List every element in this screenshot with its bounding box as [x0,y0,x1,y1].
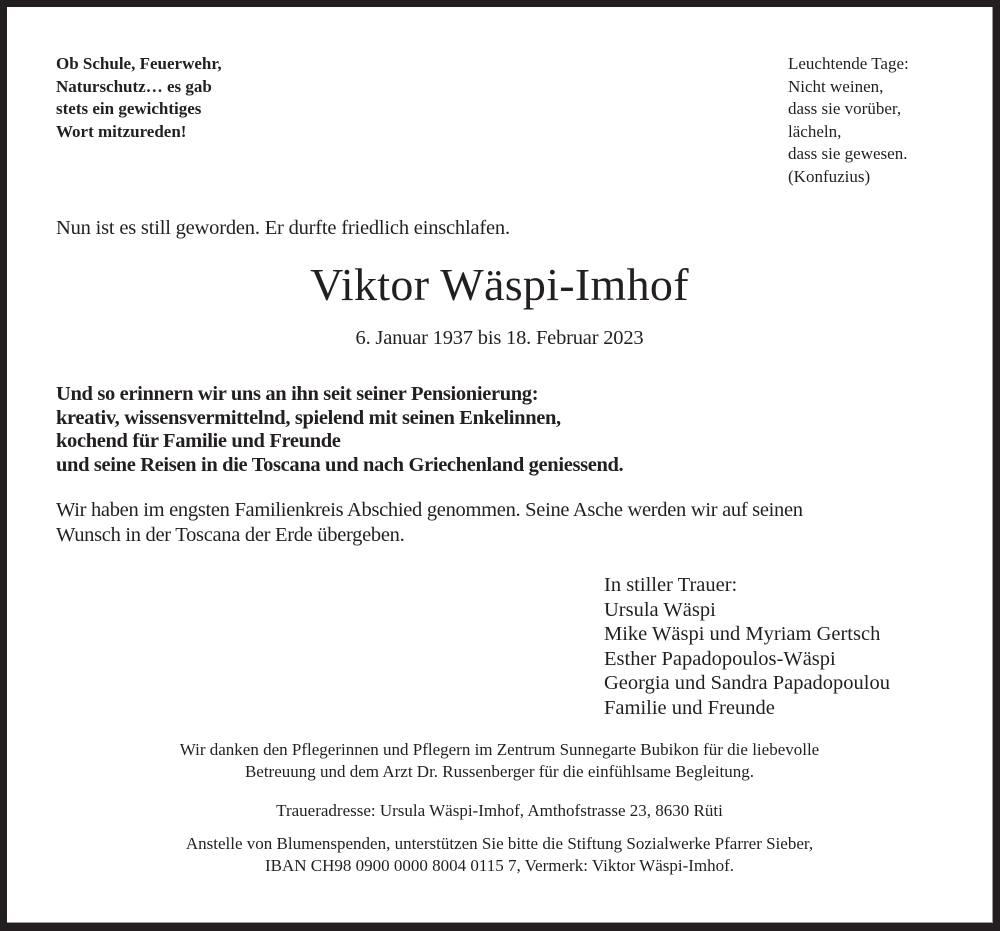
deceased-name: Viktor Wäspi-Imhof [310,259,689,310]
mourning-address: Traueradresse: Ursula Wäspi-Imhof, Amthofstrasse 23, 8630 Rüti [276,801,723,820]
quote-line: lächeln, [788,121,842,141]
thanks-paragraph [7,739,992,782]
farewell-paragraph [56,498,803,548]
memory-paragraph [56,383,623,477]
motto-left [56,53,222,143]
obituary-notice [7,7,993,923]
farewell-line: Wir haben im engsten Familienkreis Abschied genommen. Seine Asche werden wir auf seinen [56,499,803,521]
memory-line: kochend für Familie und Freunde [56,430,341,452]
quote-line: dass sie gewesen. [788,144,908,163]
motto-right-quote [788,53,909,188]
mourner-name: Familie und Freunde [604,696,775,719]
mourners-heading: In stiller Trauer: [604,574,738,596]
quote-line: Nicht weinen, [788,76,884,96]
life-dates: 6. Januar 1937 bis 18. Februar 2023 [355,327,644,349]
donation-line: Anstelle von Blumenspenden, unterstützen Sie bitte die Stiftung Sozialwerke Pfarrer Sieber, [185,834,814,853]
memory-line: und seine Reisen in die Toscana und nach Griechenland geniessend. [56,453,624,476]
thanks-line: Wir danken den Pflegerinnen und Pflegern im Zentrum Sunnegarte Bubikon für die liebevolle [179,740,820,759]
mourner-name: Ursula Wäspi [604,598,716,621]
donation-line: IBAN CH98 0900 0000 8004 0115 7, Vermerk: Viktor Wäspi-Imhof. [264,855,735,875]
quote-attribution: (Konfuzius) [788,166,871,186]
mourner-name: Esther Papadopoulos-Wäspi [604,647,836,670]
mourners-list [604,573,890,720]
mourner-name: Georgia und Sandra Papadopoulou [604,672,890,694]
mourner-name: Mike Wäspi und Myriam Gertsch [604,623,881,645]
motto-left-line: Wort mitzureden! [56,121,187,141]
farewell-line: Wunsch in der Toscana der Erde übergeben. [56,524,405,546]
quote-line: Leuchtende Tage: [788,54,909,73]
motto-left-line: stets ein gewichtiges [56,99,202,118]
motto-left-line: Naturschutz… es gab [56,76,212,96]
memory-line: Und so erinnern wir uns an ihn seit seiner Pensionierung: [56,383,539,405]
donation-note [7,833,992,876]
quote-line: dass sie vorüber, [788,99,902,118]
thanks-line: Betreuung und dem Arzt Dr. Russenberger für die einfühlsame Begleitung. [244,761,755,781]
motto-left-line: Ob Schule, Feuerwehr, [56,54,222,73]
intro-text: Nun ist es still geworden. Er durfte friedlich einschlafen. [56,217,510,239]
memory-line: kreativ, wissensvermittelnd, spielend mit seinen Enkelinnen, [56,406,561,429]
